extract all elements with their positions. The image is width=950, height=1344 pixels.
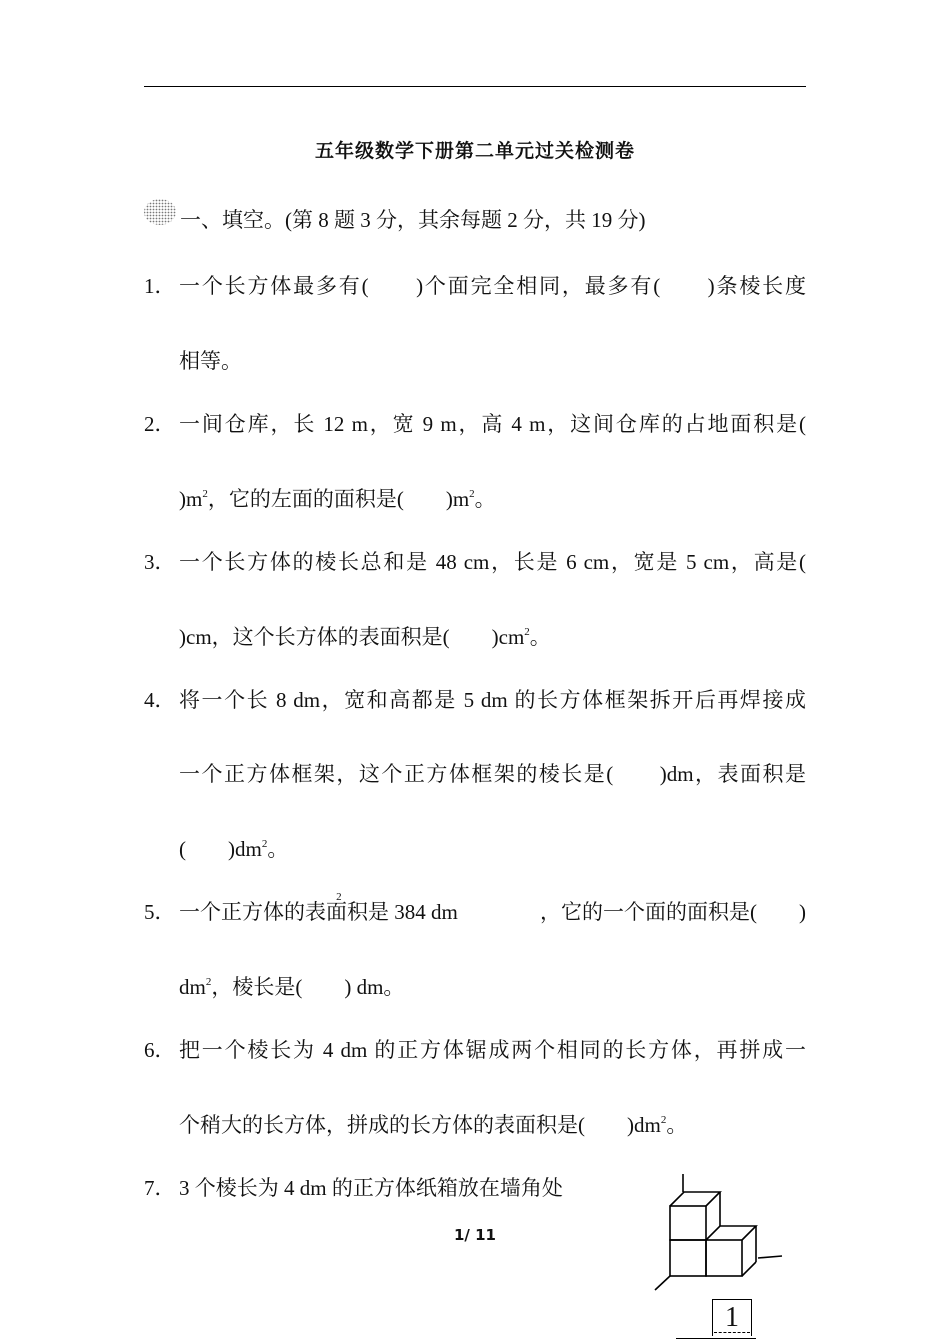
question-number: 5． (144, 900, 176, 924)
question-text-continued: )cm，这个长方体的表面积是( )$cm^2$。 (179, 625, 551, 649)
section-badge-icon (143, 196, 179, 228)
question-text-continued: )$m^2$，它的左面的面积是( )$m^2$。 (179, 487, 496, 511)
question-text: 把一个棱长为 4 dm 的正方体锯成两个相同的长方体，再拼成一 (179, 1038, 806, 1062)
question-text: 一间仓库，长 12 m，宽 9 m，高 4 m，这间仓库的占地面积是( (179, 412, 806, 436)
question-text-continued: $dm^2$，棱长是( ) dm。 (179, 975, 405, 999)
question-text: 相等。 (179, 349, 242, 373)
question-text: 3 个棱长为 4 dm 的正方体纸箱放在墙角处 (179, 1176, 563, 1200)
question-text-continued: 个稍大的长方体，拼成的长方体的表面积是( )$dm^2$。 (179, 1113, 688, 1137)
question-text: 一个长方体的棱长总和是 48 cm，长是 6 cm，宽是 5 cm，高是( (179, 550, 806, 574)
question-number: 6． (144, 1038, 176, 1062)
question-text-continued: ( )$dm^2$。 (179, 837, 289, 861)
question-text: 一个正方体的表面积是 384 dm 2 ，它的一个面的面积是( ) (179, 891, 806, 924)
page-title: 五年级数学下册第二单元过关检测卷 (314, 140, 635, 162)
top-rule (144, 86, 806, 87)
section-heading: 一、填空。(第 8 题 3 分，其余每题 2 分，共 19 分) (180, 208, 646, 232)
question-number: 7． (144, 1176, 176, 1200)
page-number: 1/ 11 (453, 1226, 496, 1244)
corner-line (676, 1338, 756, 1339)
question-text: 将一个长 8 dm，宽和高都是 5 dm 的长方体框架拆开后再焊接成 (179, 688, 806, 712)
corner-dash (714, 1332, 750, 1333)
question-number: 1． (144, 274, 176, 298)
corner-label-box: 1 (712, 1299, 752, 1336)
question-number: 3． (144, 550, 176, 574)
question-number: 2． (144, 412, 176, 436)
question-number: 4． (144, 688, 176, 712)
question-text: 一个正方体框架，这个正方体框架的棱长是( )dm，表面积是 (179, 762, 806, 786)
question-text: 一个长方体最多有( )个面完全相同，最多有( )条棱长度 (179, 274, 806, 298)
